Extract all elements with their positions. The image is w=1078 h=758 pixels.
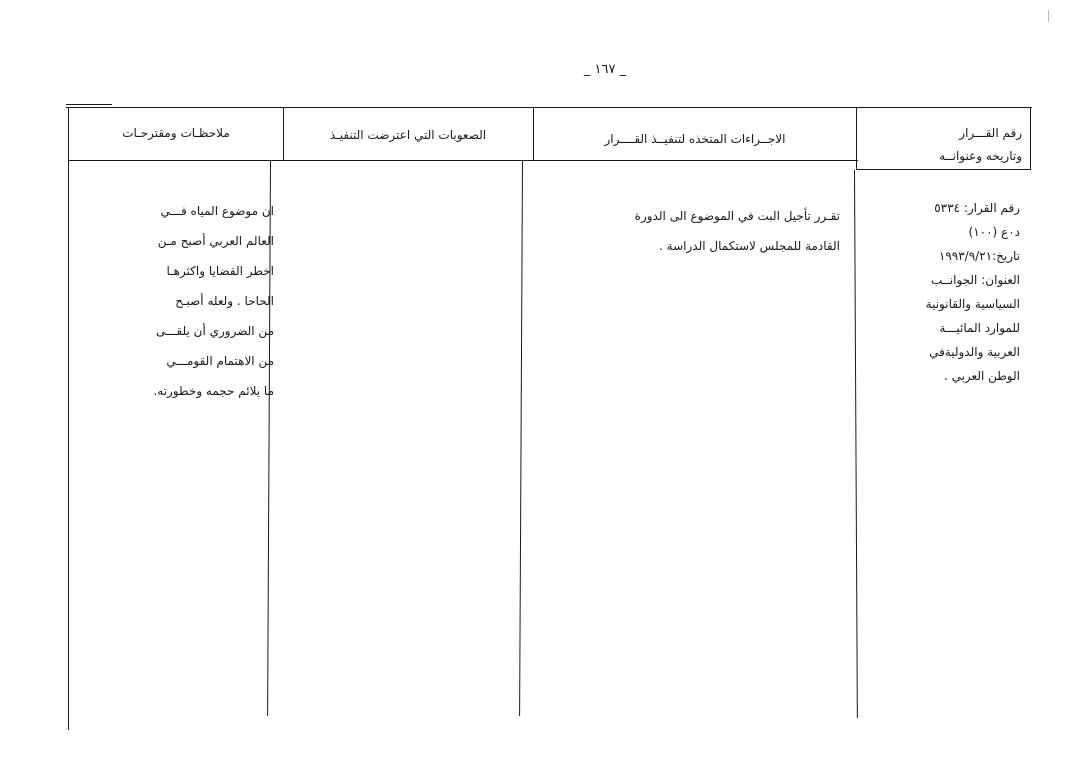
table-left-border	[68, 107, 69, 730]
decision-line: تاريخ:١٩٩٣/٩/٢١	[938, 249, 1020, 263]
scan-edge-mark	[1048, 10, 1049, 22]
header-bottom-rule-right	[856, 169, 1030, 170]
header-difficulties: الصعوبات التي اعترضت التنفيـذ	[329, 128, 487, 142]
procedures-line: القادمة للمجلس لاستكمال الدراسة .	[659, 239, 840, 253]
decision-line: د٠ع (١٠٠)	[968, 225, 1020, 239]
table-top-rule-short	[66, 104, 112, 105]
notes-line: الحاحا . ولعله أصبـح	[175, 294, 274, 308]
procedures-line: تقـرر تأجيل البت في الموضوع الى الدورة	[634, 209, 840, 223]
decision-line: العربية والدوليةفي	[929, 345, 1020, 359]
column-divider-procedures-decision-header	[856, 108, 857, 170]
cell-notes	[82, 196, 274, 406]
header-decision-line-1: رقم القـــرار	[959, 126, 1022, 140]
notes-line: من الاهتمام القومـــي	[166, 354, 274, 368]
table-top-rule	[66, 107, 1032, 108]
decision-line: السياسية والقانونية	[925, 297, 1020, 311]
column-divider-difficulties-procedures	[519, 160, 523, 716]
header-procedures: الاجــراءات المتخذه لتنفيــذ القــــرار	[604, 132, 786, 146]
cell-procedures	[535, 201, 840, 261]
decision-line: العنوان: الجوانــب	[930, 273, 1020, 287]
page-number: _ ١٦٧ _	[583, 62, 627, 77]
decision-line: للموارد المائيـــة	[939, 321, 1020, 335]
notes-line: من الضروري أن يلقـــى	[155, 324, 274, 338]
decision-line: رقم القرار: ٥٣٣٤	[934, 201, 1020, 215]
table-right-border	[1030, 108, 1031, 170]
notes-line: ما يلائم حجمه وخطورته.	[153, 384, 274, 398]
cell-decision	[860, 196, 1020, 388]
notes-line: اخطر القضايا واكثرهـا	[166, 264, 274, 278]
column-divider-procedures-decision	[854, 170, 858, 718]
column-divider-difficulties-procedures-header	[533, 108, 534, 160]
notes-line: ان موضوع المياه فـــي	[160, 204, 274, 218]
header-decision-line-2: وتاريخه وعنوانــه	[939, 149, 1022, 163]
header-decision	[862, 122, 1022, 168]
column-divider-notes-difficulties-header	[283, 108, 284, 160]
header-bottom-rule	[68, 160, 858, 161]
decision-line: الوطن العربي .	[943, 369, 1020, 383]
header-notes: ملاحظـات ومقترحـات	[122, 126, 230, 140]
notes-line: العالم العربي أصبح مـن	[157, 234, 274, 248]
